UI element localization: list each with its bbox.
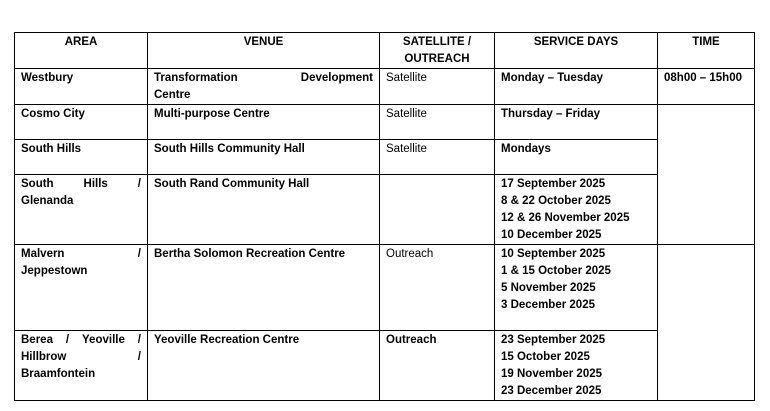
date-line: 3 December 2025 [501,299,595,311]
days-cell [495,175,658,245]
area-cell [15,245,148,331]
type-cell [380,175,495,245]
time-cell-empty [658,331,755,401]
area-line-2: Hillbrow / [21,351,141,363]
venue-line-1: Transformation Development [154,72,373,84]
area-line-1: Berea / Yeoville / [21,334,141,346]
date-line: 5 November 2025 [501,282,596,294]
header-venue: VENUE [148,33,380,69]
table-row [15,140,755,175]
type-cell: Outreach [380,245,495,331]
days-cell [495,331,658,401]
date-line: 10 September 2025 [501,248,606,260]
type-cell: Satellite [380,140,495,175]
area-cell [15,331,148,401]
header-satellite-outreach: SATELLITE / OUTREACH [380,33,495,69]
table-row [15,69,755,105]
date-line: 1 & 15 October 2025 [501,265,611,277]
date-line: 23 September 2025 [501,334,606,346]
days-cell: Monday – Tuesday [495,69,658,105]
time-cell: 08h00 – 15h00 [658,69,755,105]
date-line: 12 & 26 November 2025 [501,212,630,224]
days-cell: Mondays [495,140,658,175]
area-line-1: Malvern / [21,248,141,260]
venue-line-2: Centre [154,89,191,101]
table-row [15,245,755,331]
venue-cell: South Rand Community Hall [148,175,380,245]
venue-cell: Bertha Solomon Recreation Centre [148,245,380,331]
date-line: 8 & 22 October 2025 [501,195,611,207]
date-line: 19 November 2025 [501,368,603,380]
type-cell: Satellite [380,105,495,140]
table-row [15,331,755,401]
type-cell: Satellite [380,69,495,105]
days-cell [495,245,658,331]
date-line: 17 September 2025 [501,178,606,190]
header-area: AREA [15,33,148,69]
header-service-days: SERVICE DAYS [495,33,658,69]
area-line-2: Glenanda [21,195,74,207]
area-cell: South Hills [15,140,148,175]
area-line-1: South Hills / [21,178,141,190]
date-line: 15 October 2025 [501,351,590,363]
service-schedule-table [14,32,755,401]
time-cell-continued [658,175,755,245]
time-cell-empty [658,245,755,331]
table-row [15,175,755,245]
area-line-2: Jeppestown [21,265,88,277]
time-cell-continued [658,140,755,175]
days-cell: Thursday – Friday [495,105,658,140]
date-line: 10 December 2025 [501,229,602,241]
area-cell: Cosmo City [15,105,148,140]
type-cell: Outreach [380,331,495,401]
venue-cell [148,69,380,105]
table-header-row [15,33,755,69]
header-time: TIME [658,33,755,69]
venue-cell: South Hills Community Hall [148,140,380,175]
table-row [15,105,755,140]
area-cell [15,175,148,245]
area-line-3: Braamfontein [21,368,96,380]
time-cell-continued [658,105,755,140]
venue-cell: Multi-purpose Centre [148,105,380,140]
area-cell: Westbury [15,69,148,105]
date-line: 23 December 2025 [501,385,602,397]
venue-cell: Yeoville Recreation Centre [148,331,380,401]
